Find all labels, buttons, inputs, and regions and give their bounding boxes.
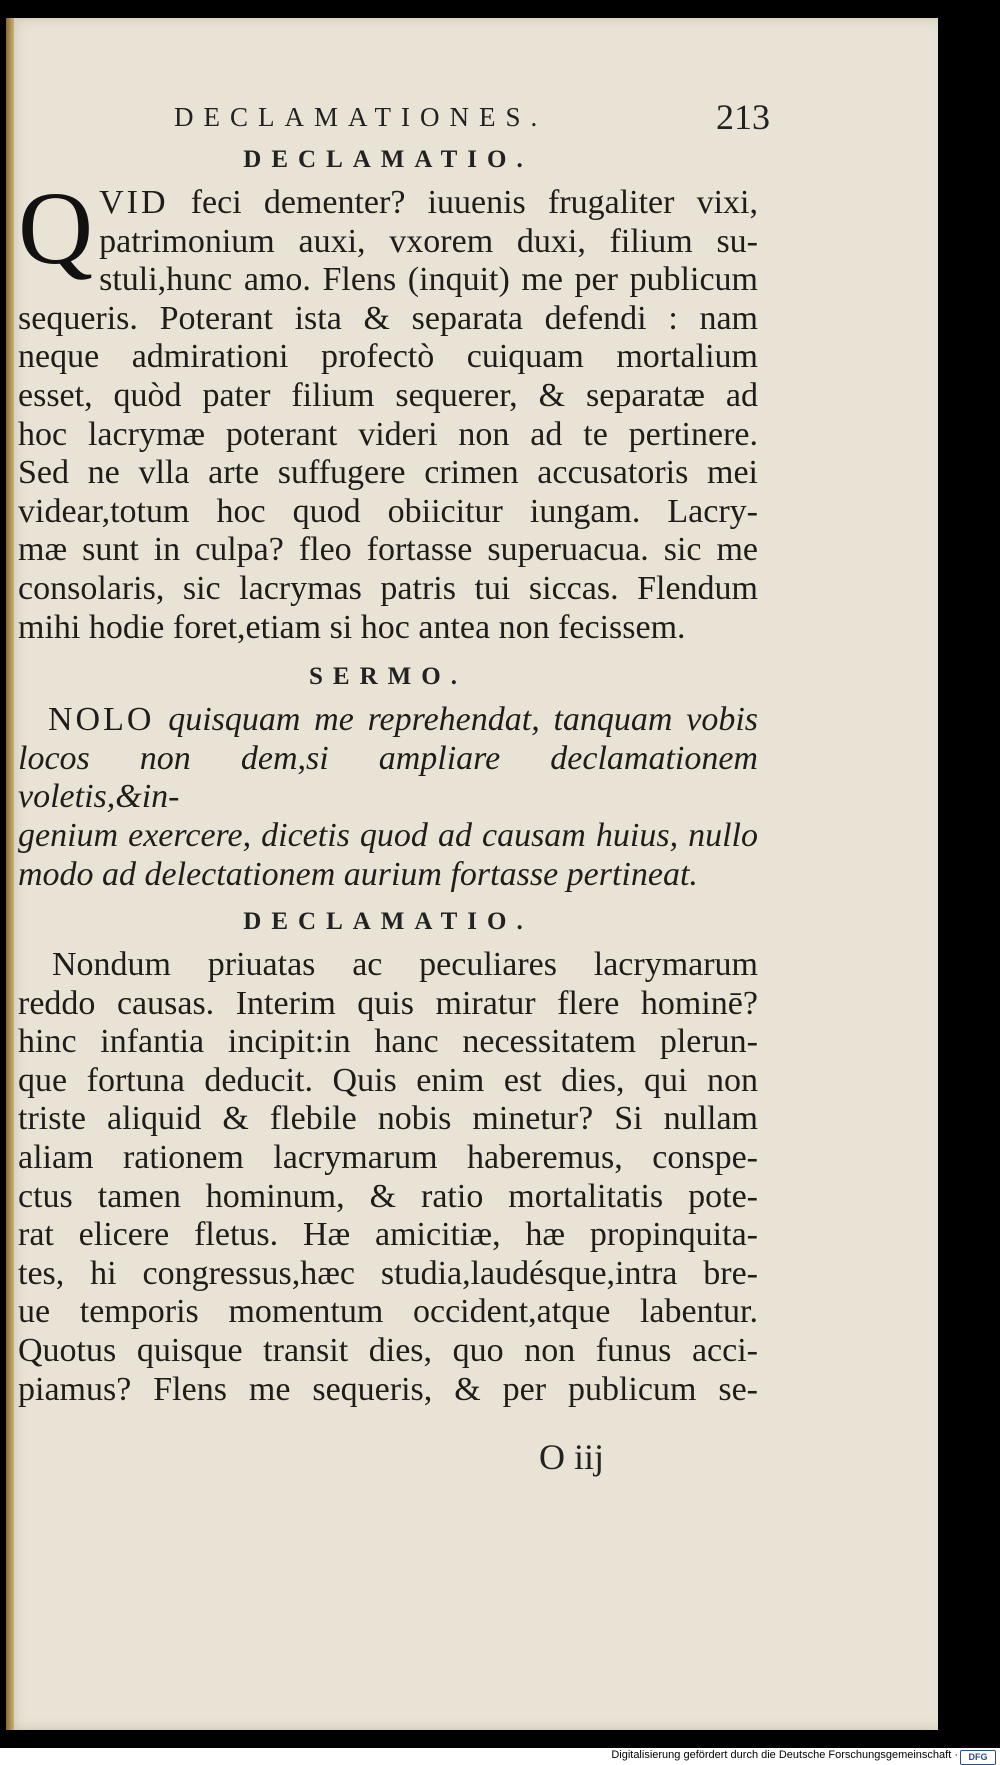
running-title: DECLAMATIONES. bbox=[174, 102, 548, 132]
text-line: genium exercere, dicetis quod ad causam huius, nullo bbox=[18, 816, 758, 854]
declamatio-2-text bbox=[18, 946, 758, 1409]
declamatio-1-text bbox=[18, 171, 759, 647]
page-number: 213 bbox=[716, 97, 770, 137]
dfg-logo-icon: DFG bbox=[960, 1750, 996, 1765]
text-line: que fortuna deducit. Quis enim est dies, qui non bbox=[18, 1061, 758, 1099]
text-line: ctus tamen hominum, & ratio mortalitatis pote- bbox=[18, 1177, 758, 1215]
text-line: hinc infantia incipit:in hanc necessitatem plerun- bbox=[18, 1023, 758, 1061]
text-line: Quotus quisque transit dies, quo non funus acci- bbox=[18, 1332, 758, 1370]
text-line: Sed ne vlla arte suffugere crimen accusatoris mei bbox=[18, 454, 758, 492]
signature-mark: O iij bbox=[539, 1437, 605, 1477]
text-line: reddo causas. Interim quis miratur flere hominē? bbox=[18, 984, 758, 1022]
text-line: Nondum priuatas ac peculiares lacrymarum bbox=[52, 946, 758, 984]
digitization-footer bbox=[0, 1748, 1000, 1765]
text-line: aliam rationem lacrymarum haberemus, conspe- bbox=[18, 1139, 758, 1177]
text-line: sequeris. Poterant ista & separata defendi : nam bbox=[18, 299, 758, 337]
text-line: mæ sunt in culpa? fleo fortasse superuacua. sic me bbox=[18, 531, 758, 569]
text-line-content: feci dementer? iuuenis frugaliter vixi, bbox=[190, 184, 759, 221]
text-line: consolaris, sic lacrymas patris tui siccas. Flendum bbox=[18, 569, 758, 607]
text-line: videar,totum hoc quod obiicitur iungam. Lacry- bbox=[18, 492, 758, 530]
section-heading-sermo: SERMO. bbox=[309, 663, 467, 691]
book-page bbox=[6, 18, 938, 1730]
text-line: locos non dem,si ampliare declamationem voletis,&in- bbox=[18, 739, 758, 816]
section-heading-declamatio-1: DECLAMATIO. bbox=[243, 146, 533, 173]
text-line: esset, quòd pater filium sequerer, & separatæ ad bbox=[18, 376, 758, 414]
text-line-content: quisquam me reprehendat, tanquam vobis bbox=[168, 701, 758, 739]
text-line: modo ad delectationem aurium fortasse pertineat. bbox=[18, 855, 698, 893]
text-line: rat elicere fletus. Hæ amicitiæ, hæ propinquita- bbox=[18, 1216, 758, 1254]
text-line: patrimonium auxi, vxorem duxi, filium su- bbox=[99, 222, 758, 260]
text-line: mihi hodie foret,etiam si hoc antea non fecissem. bbox=[18, 608, 686, 646]
text-line: neque admirationi profectò cuiquam mortalium bbox=[18, 338, 758, 376]
funding-credit: Digitalisierung gefördert durch die Deutsche Forschungsgemeinschaft · bbox=[611, 1749, 958, 1761]
drop-cap-initial: Q bbox=[18, 171, 94, 286]
page-gutter bbox=[6, 18, 14, 1730]
text-line: tes, hi congressus,hæc studia,laudésque,intra bre- bbox=[18, 1254, 758, 1292]
text-line bbox=[18, 701, 758, 740]
first-word: NOLO bbox=[48, 701, 155, 739]
text-line: hoc lacrymæ poterant videri non ad te pertinere. bbox=[18, 415, 758, 453]
text-line: piamus? Flens me sequeris, & per publicum se- bbox=[18, 1370, 758, 1408]
text-line: triste aliquid & flebile nobis minetur? Si nullam bbox=[18, 1100, 758, 1138]
text-line: stuli,hunc amo. Flens (inquit) me per publicum bbox=[99, 261, 758, 299]
first-word-rest: VID bbox=[99, 184, 169, 221]
text-line: ue temporis momentum occident,atque labentur. bbox=[18, 1293, 758, 1331]
sermo-text bbox=[18, 701, 758, 894]
section-heading-declamatio-2: DECLAMATIO. bbox=[243, 908, 533, 936]
page-body bbox=[18, 136, 758, 1409]
